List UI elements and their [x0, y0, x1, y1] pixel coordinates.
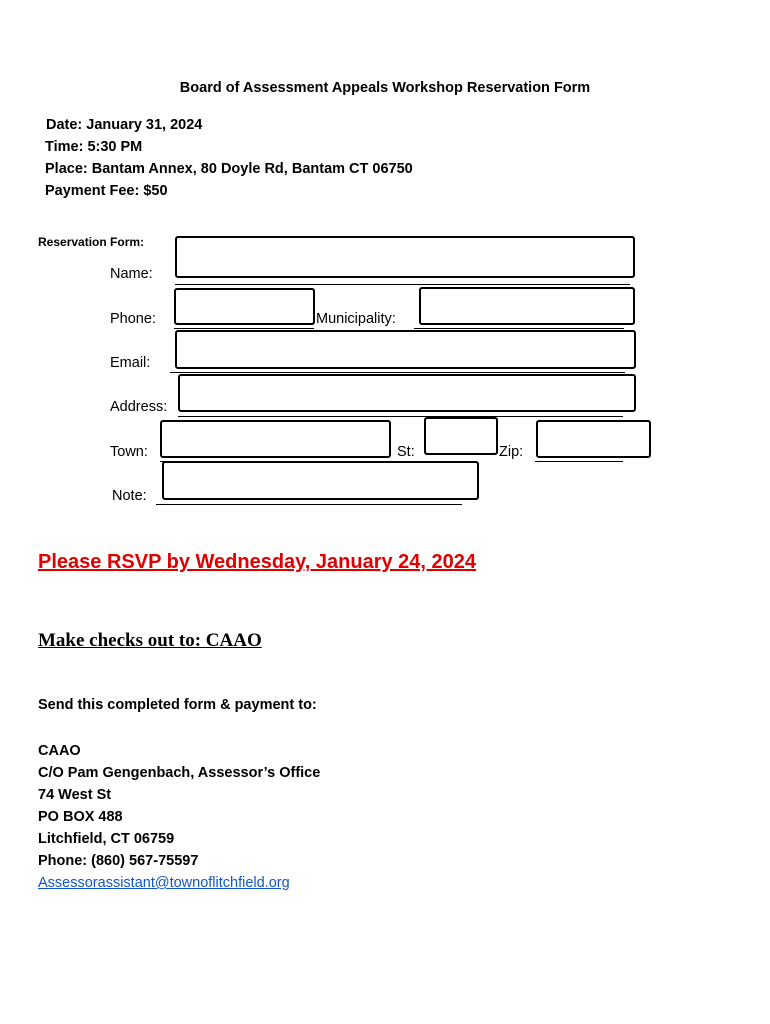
address-underline [178, 416, 623, 417]
event-time: Time: 5:30 PM [45, 139, 143, 155]
phone-underline [174, 328, 314, 329]
name-field[interactable] [175, 236, 635, 278]
address-line-3: 74 West St [38, 787, 112, 803]
address-line-1: CAAO [38, 743, 81, 759]
event-date: Date: January 31, 2024 [46, 117, 203, 133]
event-place: Place: Bantam Annex, 80 Doyle Rd, Bantam CT 06750 [45, 161, 413, 177]
email-field[interactable] [175, 330, 636, 369]
name-label: Name: [110, 266, 153, 282]
address-label: Address: [110, 399, 168, 415]
zip-underline [535, 461, 623, 462]
note-underline [156, 504, 462, 505]
name-underline [175, 284, 630, 285]
rsvp-deadline: Please RSVP by Wednesday, January 24, 2024 [38, 551, 477, 573]
phone-field[interactable] [174, 288, 315, 325]
mailing-address [38, 740, 320, 894]
address-field[interactable] [178, 374, 636, 412]
note-label: Note: [112, 488, 147, 504]
email-label: Email: [110, 355, 151, 371]
note-field[interactable] [162, 461, 479, 500]
event-info [46, 114, 413, 202]
send-to-heading: Send this completed form & payment to: [38, 697, 317, 713]
town-label: Town: [110, 444, 148, 460]
form-title: Board of Assessment Appeals Workshop Reservation Form [179, 80, 591, 96]
town-field[interactable] [160, 420, 391, 458]
event-fee: Payment Fee: $50 [45, 183, 168, 199]
contact-phone: Phone: (860) 567-75597 [38, 853, 199, 869]
email-underline [170, 372, 625, 373]
municipality-field[interactable] [419, 287, 635, 325]
phone-label: Phone: [110, 311, 156, 327]
st-label: St: [397, 444, 415, 460]
reservation-form-label: Reservation Form: [38, 235, 145, 249]
municipality-underline [414, 328, 624, 329]
zip-label: Zip: [499, 444, 524, 460]
st-field[interactable] [424, 417, 498, 455]
zip-field[interactable] [536, 420, 651, 458]
checks-payable: Make checks out to: CAAO [38, 630, 262, 651]
municipality-label: Municipality: [316, 311, 396, 327]
address-line-4: PO BOX 488 [38, 809, 123, 825]
address-line-2: C/O Pam Gengenbach, Assessor’s Office [38, 765, 321, 781]
address-line-5: Litchfield, CT 06759 [38, 831, 175, 847]
contact-email-link[interactable]: Assessorassistant@townoflitchfield.org [38, 875, 290, 891]
